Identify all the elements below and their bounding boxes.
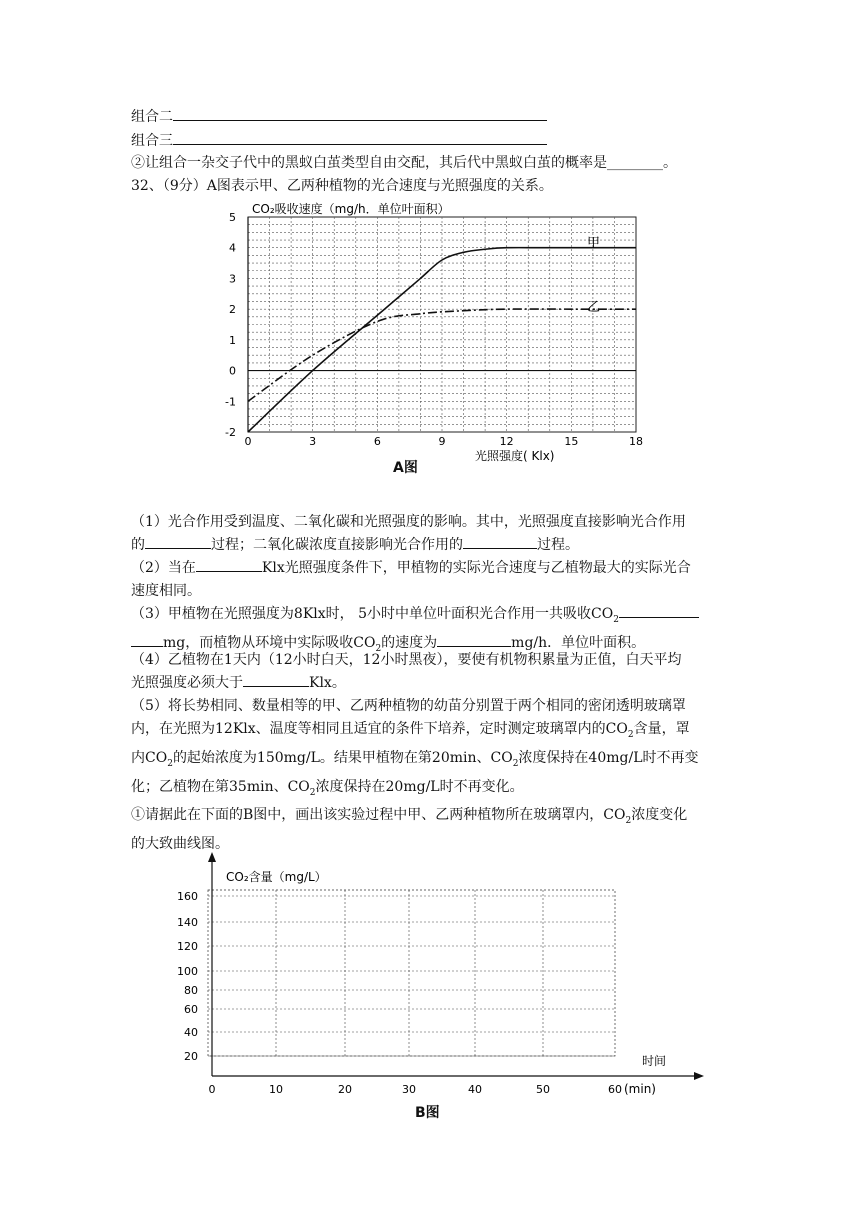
q3-blank-2[interactable] — [437, 632, 511, 647]
chart-b-xlabel-top: 时间 — [642, 1054, 667, 1068]
question-circle2: ②让组合一杂交子代中的黑蚁白茧类型自由交配，其后代中黑蚁白茧的概率是________。 — [131, 155, 677, 171]
chart-b-y-arrow — [208, 852, 216, 862]
chart-b-y-tick-label: 140 — [177, 916, 198, 929]
chart-b-xlabel-bottom: (min) — [624, 1082, 656, 1096]
question-4 — [131, 649, 731, 695]
combo3-line — [131, 129, 547, 151]
chart-b-x-arrow — [694, 1072, 704, 1080]
chart-a-x-tick-label: 18 — [629, 435, 643, 448]
chart-b-y-tick-label: 60 — [184, 1003, 198, 1016]
combo2-label: 组合二 — [131, 109, 173, 125]
chart-b-y-tick-label: 120 — [177, 940, 198, 953]
combo3-label: 组合三 — [131, 133, 173, 149]
chart-b-x-tick-label: 20 — [338, 1083, 352, 1096]
chart-a-series-label-jia: 甲 — [587, 236, 601, 251]
chart-b-x-tick-label: 60 — [608, 1083, 622, 1096]
question-5 — [131, 695, 731, 856]
chart-b-caption: B图 — [415, 1105, 440, 1121]
q4-line-b: 光照强度必须大于 Klx。 — [131, 672, 731, 695]
q1-blank-1[interactable] — [145, 534, 211, 549]
q1-line-a: （1）光合作用受到温度、二氧化碳和光照强度的影响。其中，光照强度直接影响光合作用 — [131, 514, 686, 530]
chart-a-y-tick-label: 1 — [229, 333, 236, 347]
q3-line-b: mg，而植物从环境中实际吸收$CO_2$的速度为 mg/h．单位叶面积。 — [131, 632, 731, 661]
chart-a-series-label-yi: 乙 — [587, 300, 601, 315]
chart-a-y-tick-label: 3 — [229, 272, 236, 286]
combo2-line — [131, 105, 547, 127]
q5-line-c: 内$CO_2$的起始浓度为150mg/L。结果甲植物在第20min、$CO_2$浓度保持在40mg/L时不再变 — [131, 749, 699, 769]
q5-line-a: （5）将长势相同、数量相等的甲、乙两种植物的幼苗分别置于两个相同的密闭透明玻璃罩 — [131, 698, 686, 714]
chart-b-x-tick-label: 30 — [402, 1083, 416, 1096]
q3-line-a: （3）甲植物在光照强度为8Klx时， 5小时中单位叶面积光合作用一共吸收$CO_2$ — [131, 603, 731, 632]
chart-a-x-tick-label: 3 — [309, 435, 317, 448]
chart-b-axes — [208, 852, 704, 1080]
question-32-title: 32、（9分）A图表示甲、乙两种植物的光合速度与光照强度的关系。 — [131, 178, 553, 194]
q3-blank-1a[interactable] — [619, 603, 699, 618]
chart-b-x-tick-label: 0 — [208, 1083, 216, 1096]
chart-a-ticks — [225, 211, 643, 448]
q5-line-e: ①请据此在下面的B图中，画出该实验过程中甲、乙两种植物所在玻璃罩内，$CO_2$浓度变化 — [131, 807, 688, 827]
q4-blank[interactable] — [243, 672, 309, 687]
question-1 — [131, 511, 731, 557]
q2-line-b: 速度相同。 — [131, 583, 201, 599]
combo2-answer-blank[interactable] — [173, 105, 547, 121]
chart-b-ticks — [177, 890, 622, 1096]
q5-line-d: 化；乙植物在第35min、$CO_2$浓度保持在20mg/L时不再变化。 — [131, 778, 524, 798]
combo3-answer-blank[interactable] — [173, 129, 547, 145]
q4-line-a: （4）乙植物在1天内（12小时白天，12小时黑夜），要使有机物积累量为正值，白天平均 — [131, 652, 682, 668]
chart-b-x-tick-label: 10 — [269, 1083, 283, 1096]
q3-blank-1b[interactable] — [131, 632, 163, 647]
chart-a-y-tick-label: 5 — [229, 211, 236, 224]
chart-a-x-tick-label: 6 — [373, 435, 381, 448]
chart-b-x-tick-label: 50 — [536, 1083, 550, 1096]
chart-a-x-tick-label: 12 — [499, 435, 514, 448]
chart-a-y-tick-label: 0 — [229, 364, 236, 378]
q1-line-b: 的 过程；二氧化碳浓度直接影响光合作用的 过程。 — [131, 534, 731, 557]
chart-b-y-tick-label: 160 — [177, 890, 198, 903]
chart-a-grid — [248, 217, 636, 432]
chart-b-y-tick-label: 40 — [184, 1026, 198, 1039]
chart-a-ylabel: CO₂吸收速度（mg/h．单位叶面积） — [252, 202, 450, 216]
chart-b-plot-frame — [208, 890, 615, 1056]
chart-a-y-tick-label: 2 — [229, 303, 236, 317]
chart-a-caption: A图 — [393, 460, 418, 476]
q1-blank-2[interactable] — [463, 534, 537, 549]
chart-a-y-tick-label: -1 — [225, 395, 236, 409]
question-2 — [131, 557, 731, 603]
chart-b-x-tick-label: 40 — [468, 1083, 482, 1096]
chart-a-x-tick-label: 15 — [564, 435, 579, 448]
q2-line-a: （2）当在 Klx光照强度条件下，甲植物的实际光合速度与乙植物最大的实际光合 — [131, 557, 731, 580]
chart-b-y-tick-label: 80 — [184, 984, 198, 997]
chart-a — [215, 195, 655, 485]
chart-b-grid — [208, 890, 615, 1056]
chart-b — [170, 850, 710, 1100]
q5-line-b: 内，在光照为12Klx、温度等相同且适宜的条件下培养，定时测定玻璃罩内的$CO_2$含量，罩 — [131, 721, 690, 740]
chart-a-y-tick-label: -2 — [225, 426, 236, 439]
chart-b-y-tick-label: 20 — [184, 1050, 198, 1063]
chart-a-x-tick-label: 0 — [244, 435, 252, 448]
chart-a-x-tick-label: 9 — [438, 435, 446, 448]
chart-b-y-tick-label: 100 — [177, 965, 198, 978]
q2-blank[interactable] — [196, 557, 262, 572]
q5-line-f: 的大致曲线图。 — [131, 836, 229, 853]
chart-a-y-tick-label: 4 — [229, 241, 236, 255]
chart-b-ylabel: CO₂含量（mg/L） — [226, 870, 327, 884]
chart-a-xlabel: 光照强度( Klx) — [475, 449, 555, 463]
